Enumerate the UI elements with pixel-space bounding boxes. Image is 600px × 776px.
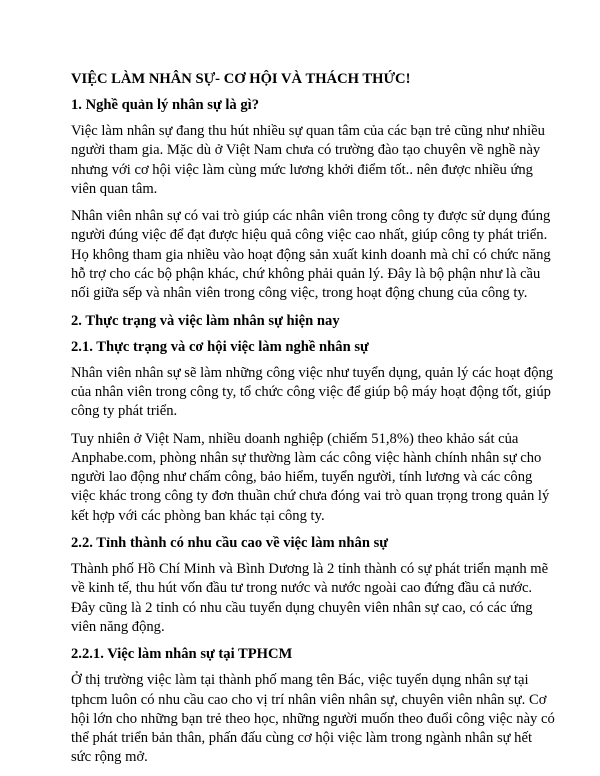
document-title: VIỆC LÀM NHÂN SỰ- CƠ HỘI VÀ THÁCH THỨC!	[71, 71, 411, 87]
text-line: tphcm luôn có nhu cầu cao cho vị trí nhân viên nhân sự, chuyên viên nhân sự. Cơ	[71, 691, 547, 708]
text-line: viên quan tâm.	[71, 180, 158, 197]
text-line: công ty phát triển.	[71, 403, 178, 420]
text-line: người đúng việc để đạt được hiệu quả công việc cao nhất, giúp công ty phát triển.	[71, 227, 548, 244]
text-line: Nhân viên nhân sự sẽ làm những công việc như tuyển dụng, quản lý các hoạt động	[71, 364, 554, 381]
text-line: người lao động như chấm công, bảo hiểm, tuyển người, tính lương và các công	[71, 469, 533, 486]
text-line: hội lớn cho những bạn trẻ theo học, những người muốn theo đuổi công việc này có	[71, 710, 555, 727]
text-line: Anphabe.com, phòng nhân sự thường làm các công việc hành chính nhân sự cho	[71, 449, 542, 466]
text-line: nối giữa sếp và nhân viên trong công việc, trong hoạt động chung của công ty.	[71, 285, 528, 302]
text-line: thể phát triển bản thân, phấn đấu cùng cơ hội việc làm trong ngành nhân sự hết	[71, 730, 533, 747]
section-heading-1: 1. Nghề quản lý nhân sự là gì?	[71, 97, 259, 113]
text-line: người tham gia. Mặc dù ở Việt Nam chưa có trường đào tạo chuyên về nghề này	[71, 142, 541, 159]
section-heading-2-1: 2.1. Thực trạng và cơ hội việc làm nghề nhân sự	[71, 338, 369, 355]
text-line: Đây cũng là 2 tỉnh có nhu cầu tuyển dụng chuyên viên nhân sự cao, có các ứng	[71, 599, 533, 616]
text-line: kết hợp với các phòng ban khác tại công ty.	[71, 507, 325, 524]
text-line: Tuy nhiên ở Việt Nam, nhiều doanh nghiệp (chiếm 51,8%) theo khảo sát của	[71, 430, 519, 447]
paragraph-2-1-1	[71, 364, 554, 422]
text-line: Việc làm nhân sự đang thu hút nhiều sự quan tâm của các bạn trẻ cũng như nhiều	[71, 123, 545, 139]
text-line: sức rộng mở.	[71, 749, 148, 766]
text-line: Ở thị trường việc làm tại thành phố mang tên Bác, việc tuyển dụng nhân sự tại	[71, 672, 529, 689]
text-line: việc khác trong công ty đơn thuần chứ chưa đóng vai trò quan trọng trong quản lý	[71, 488, 550, 505]
text-line: của nhân viên trong công ty, tổ chức công việc để giúp bộ máy hoạt động tốt, giúp	[71, 383, 551, 400]
section-heading-2-2-1: 2.2.1. Việc làm nhân sự tại TPHCM	[71, 646, 293, 663]
text-line: hỗ trợ cho các bộ phận khác, chứ không phải quản lý. Đây là bộ phận như là cầu	[71, 266, 541, 283]
paragraph-2-2-1-1	[71, 671, 555, 767]
paragraph-2-2-1	[71, 560, 549, 637]
paragraph-1-1	[71, 122, 545, 199]
document-page	[71, 70, 555, 776]
paragraph-1-2	[71, 207, 551, 303]
text-line: Nhân viên nhân sự có vai trò giúp các nhân viên trong công ty được sử dụng đúng	[71, 208, 551, 225]
text-line: về kinh tế, thu hút vốn đầu tư trong nước và nước ngoài cao đứng đầu cả nước.	[71, 580, 533, 597]
section-heading-2: 2. Thực trạng và việc làm nhân sự hiện nay	[71, 312, 340, 329]
text-line: Thành phố Hồ Chí Minh và Bình Dương là 2 tỉnh thành có sự phát triển mạnh mẽ	[71, 561, 549, 578]
paragraph-2-1-2	[71, 430, 550, 526]
text-line: Họ không tham gia nhiều vào hoạt động sản xuất kinh doanh mà chỉ có chức năng	[71, 246, 551, 263]
text-line: nhưng với cơ hội việc làm cùng mức lương khởi điểm tốt.. nên được nhiều ứng	[71, 161, 533, 178]
section-heading-2-2: 2.2. Tỉnh thành có nhu cầu cao về việc làm nhân sự	[71, 535, 389, 552]
text-line: viên năng động.	[71, 618, 165, 635]
